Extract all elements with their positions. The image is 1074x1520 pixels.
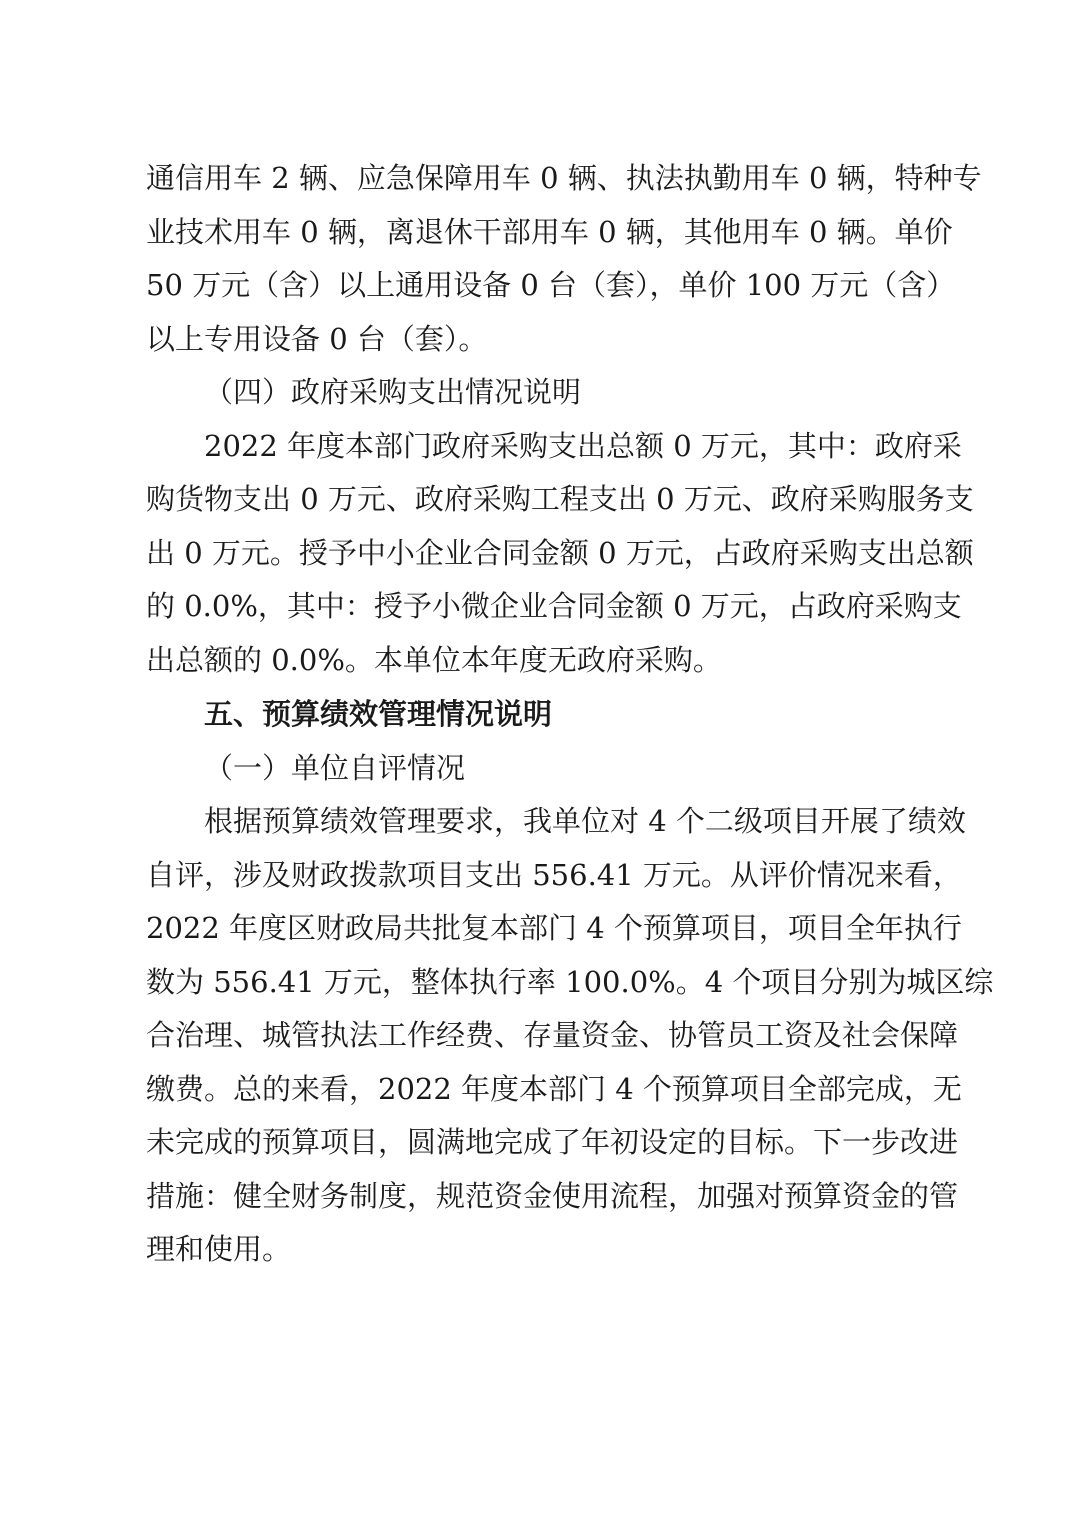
paragraph-line: 根据预算绩效管理要求，我单位对 4 个二级项目开展了绩效 [204, 804, 966, 838]
paragraph-line: 措施：健全财务制度，规范资金使用流程，加强对预算资金的管 [146, 1179, 959, 1213]
paragraph-line: 2022 年度本部门政府采购支出总额 0 万元，其中：政府采 [204, 429, 962, 463]
paragraph-line: 数为 556.41 万元，整体执行率 100.0%。4 个项目分别为城区综 [146, 965, 994, 999]
paragraph-line: 以上专用设备 0 台（套）。 [146, 322, 488, 356]
paragraph-line: 通信用车 2 辆、应急保障用车 0 辆、执法执勤用车 0 辆，特种专 [146, 161, 982, 195]
section-subheading: （一）单位自评情况 [204, 751, 466, 785]
paragraph-line: 的 0.0%，其中：授予小微企业合同金额 0 万元，占政府采购支 [146, 589, 962, 623]
section-heading: 五、预算绩效管理情况说明 [204, 697, 553, 731]
paragraph-line: 2022 年度区财政局共批复本部门 4 个预算项目，项目全年执行 [146, 911, 962, 945]
paragraph-line: 50 万元（含）以上通用设备 0 台（套），单价 100 万元（含） [146, 268, 956, 302]
section-subheading: （四）政府采购支出情况说明 [204, 375, 582, 409]
paragraph-line: 理和使用。 [146, 1232, 292, 1266]
paragraph-line: 购货物支出 0 万元、政府采购工程支出 0 万元、政府采购服务支 [146, 482, 974, 516]
paragraph-line: 出 0 万元。授予中小企业合同金额 0 万元，占政府采购支出总额 [146, 536, 974, 570]
paragraph-line: 业技术用车 0 辆，离退休干部用车 0 辆，其他用车 0 辆。单价 [146, 215, 953, 249]
paragraph-line: 未完成的预算项目，圆满地完成了年初设定的目标。下一步改进 [146, 1125, 959, 1159]
paragraph-line: 自评，涉及财政拨款项目支出 556.41 万元。从评价情况来看， [146, 858, 962, 892]
paragraph-line: 合治理、城管执法工作经费、存量资金、协管员工资及社会保障 [146, 1018, 959, 1052]
paragraph-line: 缴费。总的来看，2022 年度本部门 4 个预算项目全部完成，无 [146, 1072, 962, 1106]
paragraph-line: 出总额的 0.0%。本单位本年度无政府采购。 [146, 643, 722, 677]
